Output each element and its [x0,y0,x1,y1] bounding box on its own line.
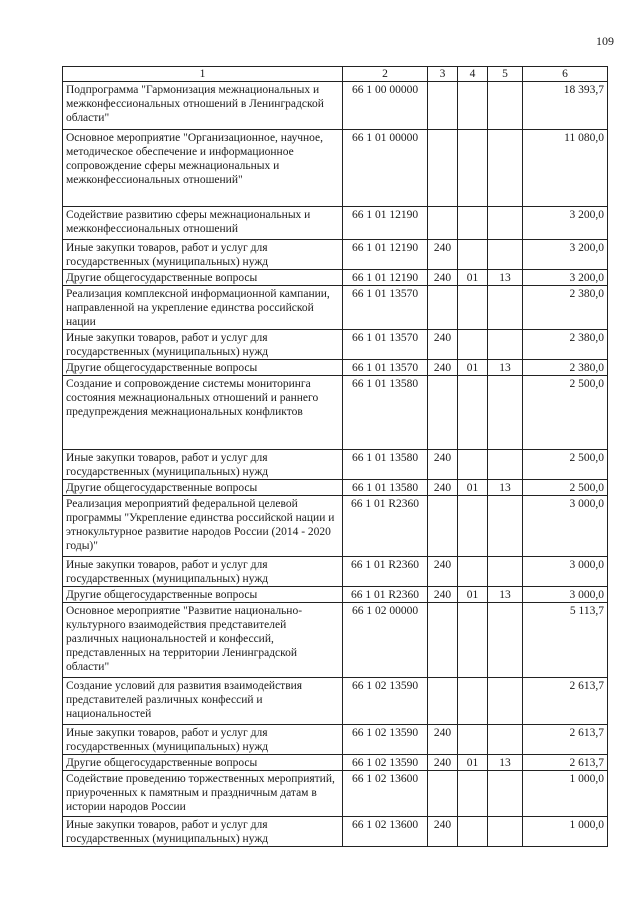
column-header: 1 [63,67,343,82]
column-header: 2 [343,67,428,82]
table-row [63,360,608,376]
cell-pr [488,207,523,240]
table-row [63,587,608,603]
cell-pr [488,496,523,557]
cell-name: Иные закупки товаров, работ и услуг для государственных (муниципальных) нужд [63,557,343,587]
cell-vr: 240 [428,587,458,603]
cell-code: 66 1 01 00000 [343,130,428,207]
cell-rz [458,82,488,130]
cell-name: Иные закупки товаров, работ и услуг для государственных (муниципальных) нужд [63,330,343,360]
cell-code: 66 1 00 00000 [343,82,428,130]
cell-rz [458,207,488,240]
cell-amount: 3 200,0 [523,270,608,286]
cell-amount: 3 000,0 [523,587,608,603]
cell-pr: 13 [488,480,523,496]
cell-rz: 01 [458,360,488,376]
cell-rz [458,557,488,587]
cell-amount: 5 113,7 [523,603,608,678]
cell-amount: 2 613,7 [523,678,608,725]
cell-pr [488,376,523,450]
budget-table [62,66,608,847]
cell-vr: 240 [428,360,458,376]
table-row [63,270,608,286]
cell-code: 66 1 01 12190 [343,207,428,240]
column-header: 5 [488,67,523,82]
column-header: 6 [523,67,608,82]
cell-vr: 240 [428,450,458,480]
cell-amount: 2 380,0 [523,286,608,330]
cell-rz [458,496,488,557]
cell-name: Другие общегосударственные вопросы [63,755,343,771]
cell-rz [458,817,488,847]
table-row [63,82,608,130]
cell-name: Другие общегосударственные вопросы [63,360,343,376]
cell-pr [488,817,523,847]
cell-pr [488,286,523,330]
table-row [63,771,608,817]
cell-rz: 01 [458,480,488,496]
table-row [63,755,608,771]
cell-pr [488,725,523,755]
table-header-row [63,67,608,82]
cell-name: Иные закупки товаров, работ и услуг для государственных (муниципальных) нужд [63,817,343,847]
cell-amount: 2 380,0 [523,360,608,376]
cell-rz [458,771,488,817]
cell-code: 66 1 02 13600 [343,817,428,847]
cell-amount: 18 393,7 [523,82,608,130]
cell-vr: 240 [428,270,458,286]
cell-amount: 2 500,0 [523,480,608,496]
cell-pr: 13 [488,587,523,603]
cell-name: Другие общегосударственные вопросы [63,270,343,286]
cell-rz [458,376,488,450]
cell-amount: 1 000,0 [523,817,608,847]
cell-vr: 240 [428,817,458,847]
cell-amount: 1 000,0 [523,771,608,817]
cell-code: 66 1 01 13570 [343,286,428,330]
cell-vr: 240 [428,725,458,755]
cell-amount: 2 500,0 [523,376,608,450]
cell-code: 66 1 01 R2360 [343,496,428,557]
cell-vr [428,376,458,450]
cell-name: Основное мероприятие "Организационное, научное, методическое обеспечение и информационное сопровождение сферы межнациональных и межконфессиональных отношений" [63,130,343,207]
cell-code: 66 1 01 R2360 [343,587,428,603]
cell-amount: 11 080,0 [523,130,608,207]
cell-name: Создание условий для развития взаимодействия представителей различных конфессий и национальностей [63,678,343,725]
cell-name: Реализация комплексной информационной кампании, направленной на укрепление единства российской нации [63,286,343,330]
cell-vr: 240 [428,480,458,496]
cell-pr [488,557,523,587]
cell-code: 66 1 02 13600 [343,771,428,817]
table-row [63,330,608,360]
cell-name: Содействие проведению торжественных мероприятий, приуроченных к памятным и праздничным датам в истории народов России [63,771,343,817]
table-row [63,678,608,725]
cell-name: Иные закупки товаров, работ и услуг для государственных (муниципальных) нужд [63,450,343,480]
cell-code: 66 1 02 13590 [343,678,428,725]
column-header: 3 [428,67,458,82]
cell-pr: 13 [488,270,523,286]
cell-vr [428,496,458,557]
cell-code: 66 1 02 13590 [343,755,428,771]
cell-amount: 2 380,0 [523,330,608,360]
cell-code: 66 1 01 12190 [343,240,428,270]
cell-pr [488,678,523,725]
cell-rz: 01 [458,587,488,603]
cell-pr [488,771,523,817]
cell-rz: 01 [458,755,488,771]
cell-rz [458,286,488,330]
cell-amount: 3 200,0 [523,240,608,270]
cell-vr [428,130,458,207]
cell-code: 66 1 01 13580 [343,376,428,450]
cell-vr: 240 [428,755,458,771]
cell-pr [488,450,523,480]
table-row [63,240,608,270]
cell-name: Создание и сопровождение системы мониторинга состояния межнациональных отношений и раннего предупреждения межнациональных конфликтов [63,376,343,450]
cell-vr [428,207,458,240]
cell-rz [458,603,488,678]
cell-name: Реализация мероприятий федеральной целевой программы "Укрепление единства российской нации и этнокультурное развитие народов России (2014 - 2020 годы)" [63,496,343,557]
cell-vr [428,678,458,725]
cell-amount: 2 500,0 [523,450,608,480]
cell-vr [428,771,458,817]
table-row [63,817,608,847]
table-row [63,450,608,480]
cell-amount: 2 613,7 [523,725,608,755]
cell-pr [488,603,523,678]
table-row [63,557,608,587]
table-row [63,376,608,450]
table-row [63,725,608,755]
cell-rz [458,450,488,480]
cell-rz: 01 [458,270,488,286]
cell-pr [488,82,523,130]
cell-vr: 240 [428,240,458,270]
table-row [63,480,608,496]
cell-amount: 3 000,0 [523,496,608,557]
cell-name: Другие общегосударственные вопросы [63,587,343,603]
table-row [63,286,608,330]
cell-vr [428,603,458,678]
cell-name: Иные закупки товаров, работ и услуг для государственных (муниципальных) нужд [63,725,343,755]
cell-code: 66 1 02 00000 [343,603,428,678]
cell-rz [458,240,488,270]
cell-vr: 240 [428,330,458,360]
cell-code: 66 1 01 13580 [343,450,428,480]
table-row [63,130,608,207]
cell-name: Содействие развитию сферы межнациональных и межконфессиональных отношений [63,207,343,240]
cell-amount: 3 000,0 [523,557,608,587]
cell-name: Иные закупки товаров, работ и услуг для государственных (муниципальных) нужд [63,240,343,270]
cell-name: Основное мероприятие "Развитие национально-культурного взаимодействия представителей различных национальностей и конфессий, представленных на территории Ленинградской области" [63,603,343,678]
cell-rz [458,330,488,360]
cell-vr [428,286,458,330]
table-row [63,603,608,678]
cell-pr [488,130,523,207]
cell-pr [488,240,523,270]
page-number: 109 [596,34,614,48]
cell-rz [458,130,488,207]
cell-code: 66 1 02 13590 [343,725,428,755]
cell-amount: 3 200,0 [523,207,608,240]
cell-vr [428,82,458,130]
column-header: 4 [458,67,488,82]
cell-code: 66 1 01 13580 [343,480,428,496]
cell-pr: 13 [488,360,523,376]
cell-vr: 240 [428,557,458,587]
cell-rz [458,725,488,755]
cell-rz [458,678,488,725]
cell-amount: 2 613,7 [523,755,608,771]
cell-pr: 13 [488,755,523,771]
table-row [63,207,608,240]
table-row [63,496,608,557]
cell-code: 66 1 01 R2360 [343,557,428,587]
cell-code: 66 1 01 13570 [343,360,428,376]
cell-name: Подпрограмма "Гармонизация межнациональных и межконфессиональных отношений в Ленинградской области" [63,82,343,130]
cell-code: 66 1 01 12190 [343,270,428,286]
cell-code: 66 1 01 13570 [343,330,428,360]
cell-pr [488,330,523,360]
cell-name: Другие общегосударственные вопросы [63,480,343,496]
